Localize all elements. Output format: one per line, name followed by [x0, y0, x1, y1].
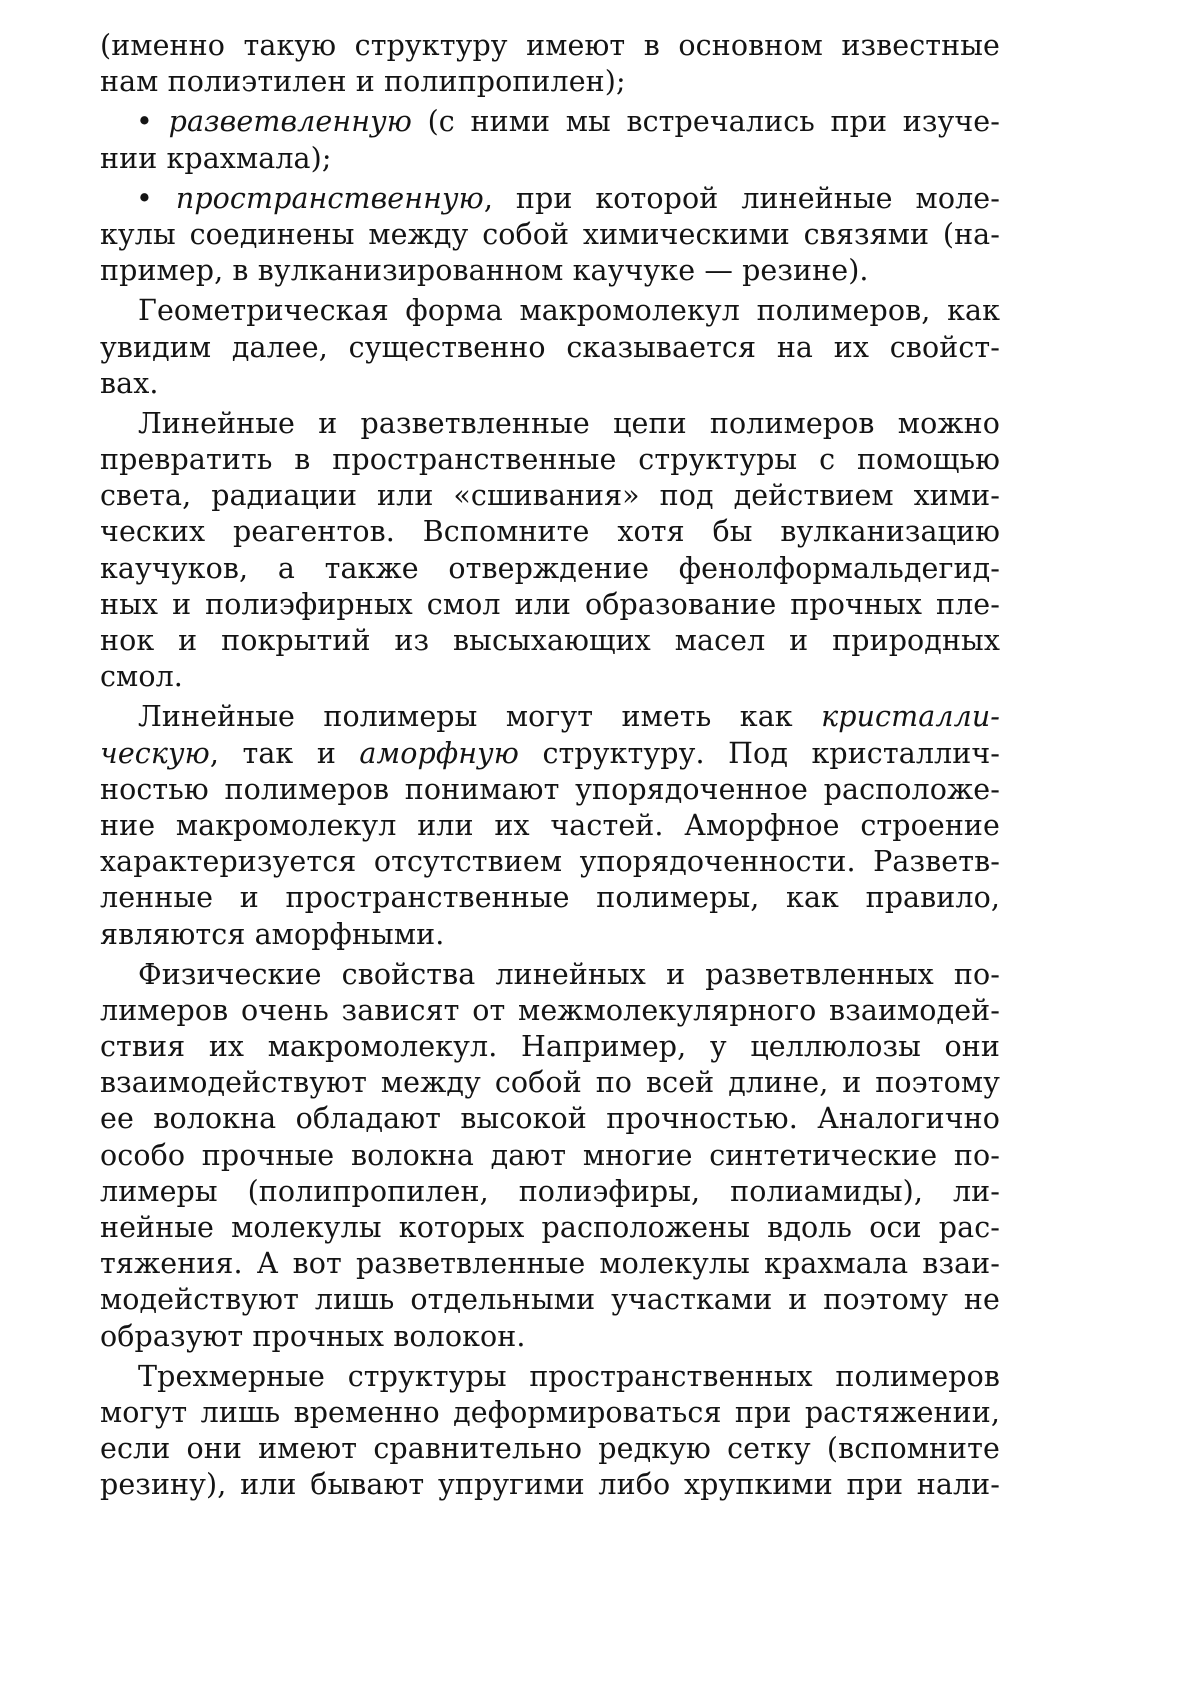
text-line: ческих реагентов. Вспомните хотя бы вулканизацию	[100, 515, 1000, 549]
text-line	[100, 181, 1000, 217]
emphasis-term: аморфную	[359, 736, 519, 770]
paragraph-geometry	[100, 293, 1000, 402]
text-line: Геометрическая форма макромолекул полимеров, как	[138, 294, 1000, 328]
text-line: пример, в вулканизированном каучуке — резине).	[100, 254, 869, 288]
text-line: Трехмерные структуры пространственных полимеров	[138, 1359, 1000, 1393]
bullet-item-spatial	[100, 181, 1000, 290]
text-line: являются аморфными.	[100, 917, 445, 951]
text-fragment: (с ними мы встречались при изуче-	[411, 105, 1000, 139]
text-line: кулы соединены между собой химическими связями (на-	[100, 217, 1000, 251]
text-line: каучуков, а также отверждение фенолформальдегид-	[100, 551, 1000, 585]
text-line: света, радиации или «сшивания» под действием хими-	[100, 479, 1000, 513]
paragraph-crosslinking	[100, 406, 1000, 696]
text-line: тяжения. А вот разветвленные молекулы крахмала взаи-	[100, 1247, 1000, 1281]
text-line: нейные молекулы которых расположены вдоль оси рас-	[100, 1211, 1000, 1244]
text-fragment: , так и	[209, 736, 336, 770]
text-line: резину), или бывают упругими либо хрупкими при нали-	[100, 1468, 1000, 1502]
emphasis-term: кристалли-	[821, 700, 1000, 734]
paragraph-crystallinity	[100, 699, 1000, 952]
text-line: смол.	[100, 660, 183, 694]
text-line: ных и полиэфирных смол или образование прочных пле-	[100, 587, 1000, 621]
text-line: образуют прочных волокон.	[100, 1319, 526, 1353]
text-line	[100, 699, 1000, 735]
text-line: могут лишь временно деформироваться при растяжении,	[100, 1395, 1000, 1429]
text-line: ленные и пространственные полимеры, как правило,	[100, 881, 1000, 915]
paragraph-continuation	[100, 28, 1000, 100]
text-line: характеризуется отсутствием упорядоченности. Разветв-	[100, 845, 1000, 879]
emphasis-term: ческую	[100, 736, 210, 770]
emphasis-term: пространственную	[175, 181, 484, 215]
paragraph-3d-structures	[100, 1359, 1000, 1504]
text-line: Линейные и разветвленные цепи полимеров можно	[138, 406, 1000, 440]
text-line: лимеров очень зависят от межмолекулярного взаимодей-	[100, 993, 1000, 1027]
emphasis-term: разветвленную	[168, 105, 412, 139]
text-line: (именно такую структуру имеют в основном известные	[100, 29, 1000, 62]
text-line: увидим далее, существенно сказывается на их свойст-	[100, 330, 1000, 364]
bullet-marker: •	[136, 105, 153, 139]
text-line: нам полиэтилен и полипропилен);	[100, 65, 626, 99]
text-line: ствия их макромолекул. Например, у целлюлозы они	[100, 1030, 1000, 1064]
text-fragment: , при которой линейные моле-	[483, 181, 1000, 215]
page-text	[100, 28, 1000, 1504]
text-line: если они имеют сравнительно редкую сетку (вспомните	[100, 1432, 1000, 1466]
bullet-marker: •	[136, 181, 153, 215]
text-line: лимеры (полипропилен, полиэфиры, полиамиды), ли-	[100, 1174, 1000, 1208]
text-line: Физические свойства линейных и разветвленных по-	[138, 957, 1000, 991]
paragraph-physical-properties	[100, 957, 1000, 1355]
text-line: модействуют лишь отдельными участками и поэтому не	[100, 1283, 1000, 1317]
text-line	[100, 736, 1000, 772]
bullet-item-branched	[100, 104, 1000, 176]
text-line: ее волокна обладают высокой прочностью. Аналогично	[100, 1102, 1000, 1136]
text-fragment: структуру. Под кристаллич-	[542, 736, 1000, 770]
text-line: превратить в пространственные структуры с помощью	[100, 443, 1000, 477]
text-line	[100, 104, 1000, 140]
text-line: нии крахмала);	[100, 141, 332, 175]
text-line: ние макромолекул или их частей. Аморфное строение	[100, 808, 1000, 842]
text-fragment: Линейные полимеры могут иметь как	[138, 700, 793, 734]
text-line: ностью полимеров понимают упорядоченное расположе-	[100, 772, 1000, 806]
text-line: нок и покрытий из высыхающих масел и природных	[100, 624, 1000, 657]
text-line: взаимодействуют между собой по всей длине, и поэтому	[100, 1066, 1000, 1100]
text-line: вах.	[100, 366, 159, 400]
text-line: особо прочные волокна дают многие синтетические по-	[100, 1138, 1000, 1172]
